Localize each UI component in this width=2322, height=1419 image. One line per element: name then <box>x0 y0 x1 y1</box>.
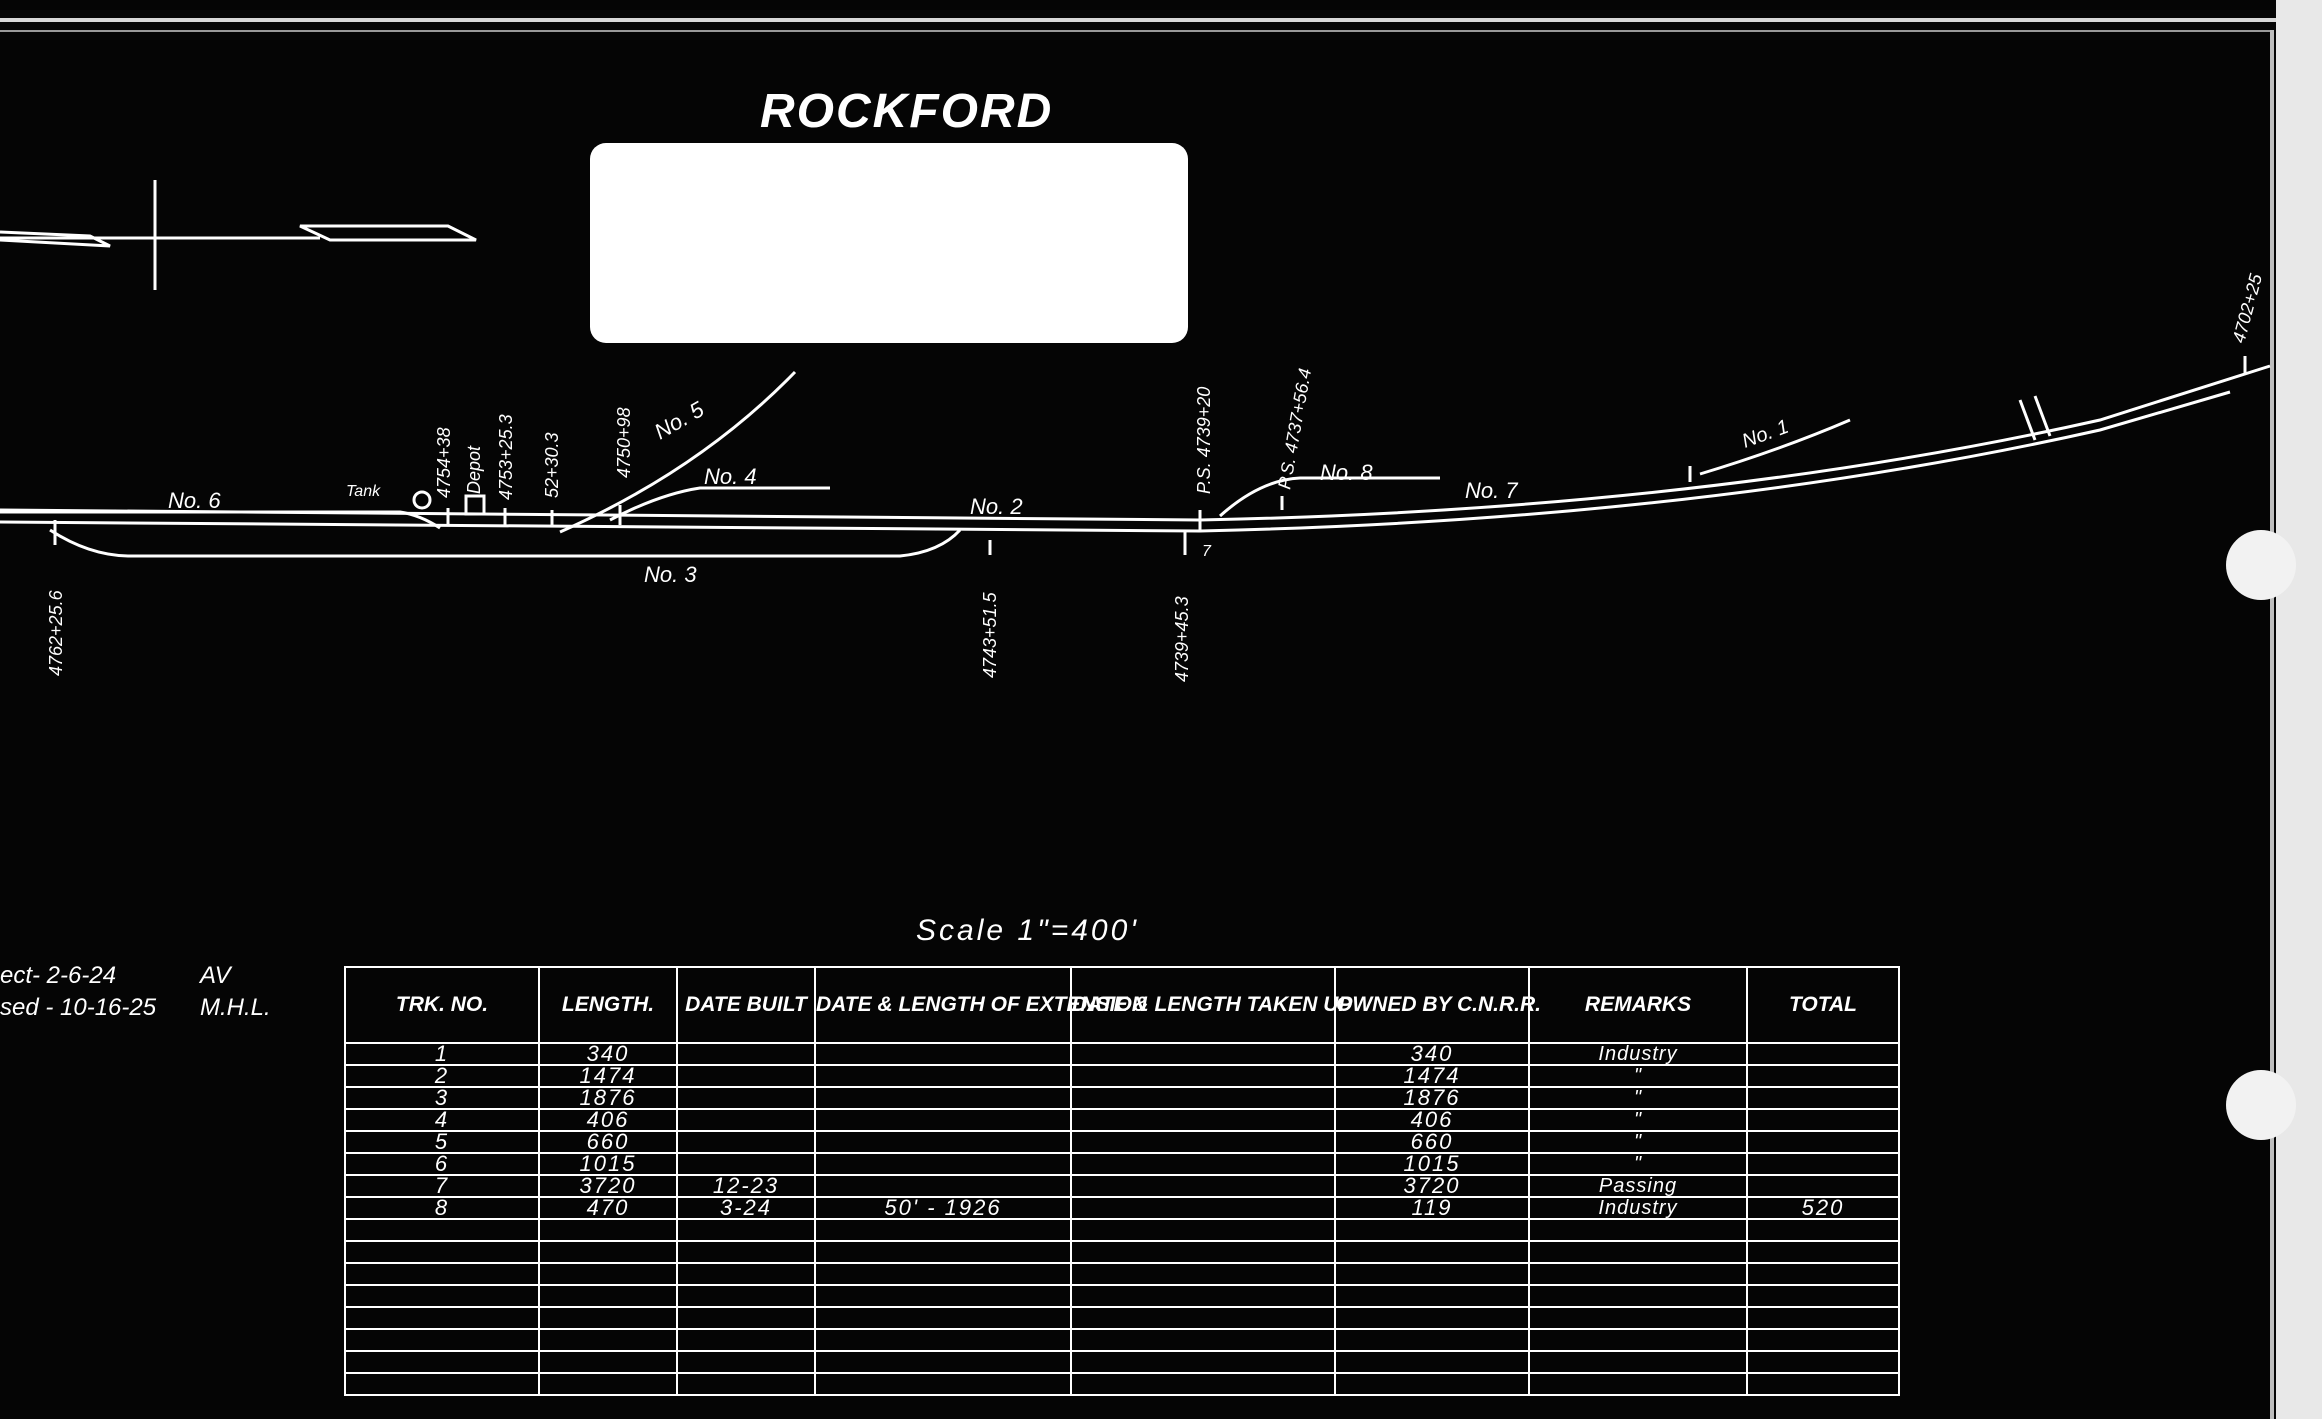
table-cell: 1876 <box>1335 1087 1529 1109</box>
table-cell: 8 <box>345 1197 539 1219</box>
table-cell: 406 <box>539 1109 677 1131</box>
table-cell: 5 <box>345 1131 539 1153</box>
label-track-8: No. 8 <box>1320 460 1373 485</box>
table-cell <box>1071 1263 1335 1285</box>
table-cell <box>815 1329 1071 1351</box>
table-cell: 660 <box>539 1131 677 1153</box>
label-track-7: No. 7 <box>1465 478 1518 503</box>
table-cell: 1474 <box>1335 1065 1529 1087</box>
table-cell: 1015 <box>539 1153 677 1175</box>
table-cell <box>677 1131 815 1153</box>
table-cell <box>539 1219 677 1241</box>
table-cell <box>539 1285 677 1307</box>
table-cell <box>815 1219 1071 1241</box>
header-taken-up: DATE & LENGTH TAKEN UP <box>1071 967 1335 1043</box>
label-track-5: No. 5 <box>650 396 709 445</box>
table-cell <box>1071 1351 1335 1373</box>
table-cell <box>539 1351 677 1373</box>
table-cell <box>345 1263 539 1285</box>
table-cell <box>677 1153 815 1175</box>
revision-note-2: sed - 10-16-25 M.H.L. <box>0 994 271 1021</box>
table-row <box>345 1351 1899 1373</box>
table-cell <box>1747 1351 1899 1373</box>
table-cell <box>1071 1043 1335 1065</box>
table-row <box>345 1241 1899 1263</box>
table-cell <box>677 1263 815 1285</box>
table-cell <box>1747 1153 1899 1175</box>
table-cell <box>815 1241 1071 1263</box>
table-cell <box>677 1043 815 1065</box>
table-cell <box>539 1307 677 1329</box>
table-row <box>345 1329 1899 1351</box>
station-ps-4739-20: P.S. 4739+20 <box>1194 386 1214 494</box>
table-row <box>345 1087 1899 1109</box>
table-cell <box>677 1087 815 1109</box>
table-cell: 2 <box>345 1065 539 1087</box>
table-cell <box>677 1219 815 1241</box>
table-cell <box>1747 1373 1899 1395</box>
table-cell <box>1747 1329 1899 1351</box>
table-cell: 50' - 1926 <box>815 1197 1071 1219</box>
table-cell: " <box>1529 1153 1747 1175</box>
table-cell <box>539 1241 677 1263</box>
table-cell <box>1335 1285 1529 1307</box>
station-4702-25: 4702+25 <box>2228 271 2267 346</box>
table-cell <box>1747 1307 1899 1329</box>
table-cell: 3720 <box>539 1175 677 1197</box>
track-3 <box>50 530 960 556</box>
table-cell <box>1529 1285 1747 1307</box>
table-cell <box>815 1153 1071 1175</box>
table-cell <box>677 1329 815 1351</box>
header-remarks: REMARKS <box>1529 967 1747 1043</box>
table-cell: 1474 <box>539 1065 677 1087</box>
table-cell <box>1747 1131 1899 1153</box>
table-cell <box>1335 1373 1529 1395</box>
table-cell <box>815 1351 1071 1373</box>
table-cell <box>1071 1307 1335 1329</box>
header-owned-by: OWNED BY C.N.R.R. <box>1335 967 1529 1043</box>
table-cell <box>345 1241 539 1263</box>
table-cell: Industry <box>1529 1197 1747 1219</box>
table-cell <box>1071 1153 1335 1175</box>
table-cell <box>539 1263 677 1285</box>
table-cell <box>1529 1373 1747 1395</box>
track-table <box>344 966 1900 1396</box>
table-cell <box>539 1329 677 1351</box>
table-cell <box>1335 1263 1529 1285</box>
main-line-rail <box>0 392 2230 531</box>
label-track-4: No. 4 <box>704 464 757 489</box>
table-cell <box>815 1065 1071 1087</box>
table-cell: 340 <box>1335 1043 1529 1065</box>
label-depot: Depot <box>464 445 484 494</box>
station-title: ROCKFORD <box>760 85 1054 138</box>
table-cell <box>1071 1373 1335 1395</box>
table-cell: 520 <box>1747 1197 1899 1219</box>
table-cell <box>677 1373 815 1395</box>
table-cell <box>1529 1307 1747 1329</box>
table-cell <box>1071 1241 1335 1263</box>
table-cell: " <box>1529 1087 1747 1109</box>
station-4762-25-6: 4762+25.6 <box>46 590 66 676</box>
table-row <box>345 1219 1899 1241</box>
label-track-3: No. 3 <box>644 562 697 587</box>
table-cell <box>1335 1241 1529 1263</box>
table-row <box>345 1263 1899 1285</box>
table-cell <box>1747 1109 1899 1131</box>
table-cell: 12-23 <box>677 1175 815 1197</box>
table-cell: " <box>1529 1109 1747 1131</box>
table-row <box>345 1065 1899 1087</box>
label-track-6: No. 6 <box>168 488 221 513</box>
table-cell <box>1071 1087 1335 1109</box>
table-row <box>345 1373 1899 1395</box>
table-cell <box>1747 1043 1899 1065</box>
table-header-row <box>345 967 1899 1043</box>
table-cell: 406 <box>1335 1109 1529 1131</box>
table-cell: 1 <box>345 1043 539 1065</box>
table-cell: 3720 <box>1335 1175 1529 1197</box>
table-row <box>345 1307 1899 1329</box>
table-row <box>345 1043 1899 1065</box>
table-row <box>345 1109 1899 1131</box>
station-4739-45-3: 4739+45.3 <box>1172 596 1192 682</box>
table-cell: 1015 <box>1335 1153 1529 1175</box>
table-cell: " <box>1529 1131 1747 1153</box>
table-cell <box>345 1329 539 1351</box>
table-cell <box>677 1351 815 1373</box>
header-date-built: DATE BUILT <box>677 967 815 1043</box>
label-track-1: No. 1 <box>1739 415 1792 453</box>
table-cell <box>1747 1219 1899 1241</box>
table-cell <box>815 1285 1071 1307</box>
table-cell <box>1747 1065 1899 1087</box>
table-cell <box>1335 1219 1529 1241</box>
table-cell: 7 <box>345 1175 539 1197</box>
table-cell <box>1747 1087 1899 1109</box>
table-cell: 119 <box>1335 1197 1529 1219</box>
scale-note: Scale 1"=400' <box>916 914 1140 947</box>
table-cell <box>345 1285 539 1307</box>
table-cell <box>1071 1109 1335 1131</box>
header-track-no: TRK. NO. <box>345 967 539 1043</box>
table-cell <box>815 1043 1071 1065</box>
label-tank: Tank <box>346 483 381 500</box>
revision-note-1: ect- 2-6-24 AV <box>0 962 231 989</box>
station-52-30-3: 52+30.3 <box>542 432 562 498</box>
table-cell: Passing <box>1529 1175 1747 1197</box>
header-extension: DATE & LENGTH OF EXTENSION <box>815 967 1071 1043</box>
table-row <box>345 1197 1899 1219</box>
table-cell <box>1335 1329 1529 1351</box>
table-cell <box>677 1109 815 1131</box>
table-cell <box>1071 1131 1335 1153</box>
table-cell <box>815 1131 1071 1153</box>
table-cell: 1876 <box>539 1087 677 1109</box>
table-cell <box>677 1285 815 1307</box>
table-cell <box>1071 1329 1335 1351</box>
table-cell <box>1747 1263 1899 1285</box>
track-5 <box>560 372 795 532</box>
label-track-2: No. 2 <box>970 494 1023 519</box>
header-length: LENGTH. <box>539 967 677 1043</box>
table-cell <box>1529 1263 1747 1285</box>
table-cell <box>1071 1197 1335 1219</box>
table-row <box>345 1175 1899 1197</box>
table-row <box>345 1131 1899 1153</box>
table-cell <box>1529 1219 1747 1241</box>
table-cell <box>345 1373 539 1395</box>
table-cell <box>1335 1307 1529 1329</box>
table-cell: 3-24 <box>677 1197 815 1219</box>
station-4750-98: 4750+98 <box>614 407 634 478</box>
table-cell: 470 <box>539 1197 677 1219</box>
table-cell <box>815 1373 1071 1395</box>
table-cell <box>1529 1329 1747 1351</box>
table-row <box>345 1153 1899 1175</box>
table-cell <box>1071 1175 1335 1197</box>
station-4743-51-5: 4743+51.5 <box>980 592 1000 678</box>
table-row <box>345 1285 1899 1307</box>
label-switch-7: 7 <box>1202 543 1211 560</box>
table-cell <box>1747 1285 1899 1307</box>
table-cell: 6 <box>345 1153 539 1175</box>
table-cell: 340 <box>539 1043 677 1065</box>
table-cell <box>815 1263 1071 1285</box>
table-cell: Industry <box>1529 1043 1747 1065</box>
table-cell: 4 <box>345 1109 539 1131</box>
revision-notes <box>0 960 271 1024</box>
table-cell: " <box>1529 1065 1747 1087</box>
table-cell <box>1529 1351 1747 1373</box>
table-cell: 660 <box>1335 1131 1529 1153</box>
table-cell <box>815 1175 1071 1197</box>
table-cell <box>1335 1351 1529 1373</box>
station-4754-38: 4754+38 <box>434 427 454 498</box>
table-cell <box>345 1219 539 1241</box>
main-line <box>0 366 2270 520</box>
table-cell <box>1071 1065 1335 1087</box>
table-cell: 3 <box>345 1087 539 1109</box>
table-cell <box>539 1373 677 1395</box>
station-4753-25-3: 4753+25.3 <box>496 414 516 500</box>
table-cell <box>815 1307 1071 1329</box>
table-cell <box>345 1351 539 1373</box>
table-cell <box>1071 1219 1335 1241</box>
table-cell <box>1529 1241 1747 1263</box>
station-ps-4737-56-4: P.S. 4737+56.4 <box>1274 366 1316 491</box>
table-cell <box>1747 1175 1899 1197</box>
table-cell <box>815 1109 1071 1131</box>
table-cell <box>677 1307 815 1329</box>
header-total: TOTAL <box>1747 967 1899 1043</box>
table-cell <box>345 1307 539 1329</box>
table-cell <box>1071 1285 1335 1307</box>
arrow-right-shape <box>300 226 476 240</box>
table-cell <box>677 1241 815 1263</box>
table-cell <box>1747 1241 1899 1263</box>
table-cell <box>677 1065 815 1087</box>
table-cell <box>815 1087 1071 1109</box>
